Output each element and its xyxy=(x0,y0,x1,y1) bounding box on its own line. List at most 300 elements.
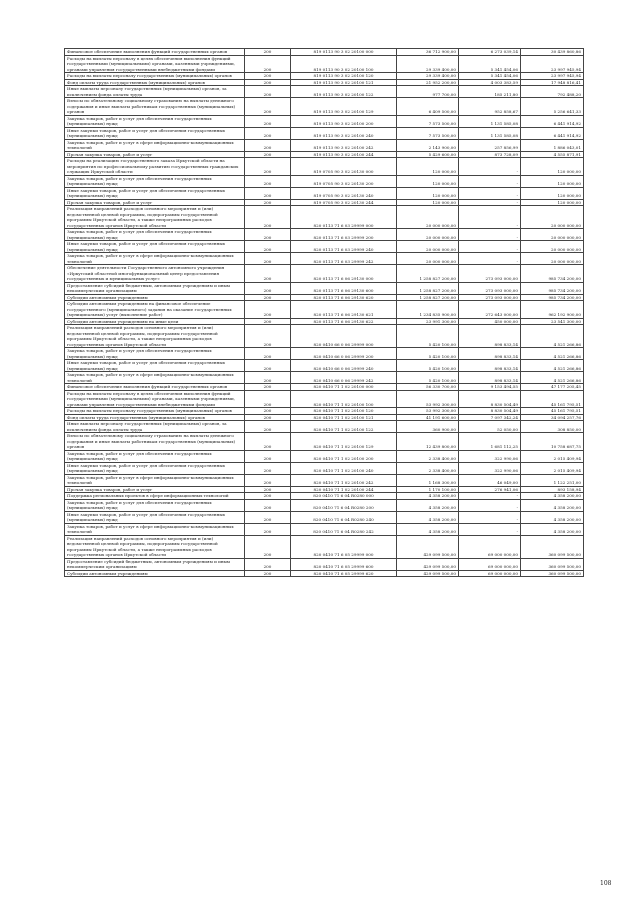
row-code-cell: 820 0113 71 6 03 29999 240 xyxy=(291,241,397,253)
table-row xyxy=(65,49,584,56)
row-code-cell: 820 0410 71 6 04 R0280 242 xyxy=(291,523,397,535)
row-code-cell: 819 0113 90 3 02 20100 121 xyxy=(291,79,397,86)
row-code-cell: 820 0410 71 6 04 R0280 200 xyxy=(291,499,397,511)
row-executed-cell: 8 830 504,49 xyxy=(459,408,521,415)
row-code-cell: 820 0410 71 1 02 20100 100 xyxy=(291,390,397,408)
row-name-cell: Иные закупки товаров, работ и услуг для обеспечения государственных (муниципальных) нужд xyxy=(65,187,245,199)
row-code-cell: 820 0410 71 6 05 29999 600 xyxy=(291,558,397,570)
row-executed-cell: 257 856,99 xyxy=(459,139,521,151)
row-approved-cell: 20 000 000,00 xyxy=(397,253,459,265)
row-code-cell: 820 0113 71 6 03 29999 000 xyxy=(291,206,397,229)
row-remaining-cell: 4 358 200,00 xyxy=(521,499,584,511)
table-row xyxy=(65,523,584,535)
row-name-cell: Иные закупки товаров, работ и услуг для обеспечения государственных (муниципальных) нужд xyxy=(65,360,245,372)
row-executed-cell: 8 830 504,49 xyxy=(459,390,521,408)
row-executed-cell: 9 153 494,55 xyxy=(459,384,521,391)
table-row xyxy=(65,158,584,176)
row-name-cell: Обеспечение деятельности Государственного автономного учреждения «Иркутский областной многофункциональный центр предоставления государственных и муниципальных услуг» xyxy=(65,265,245,283)
row-name-cell: Субсидии автономным учреждениям на финансовое обеспечение государственного (муниципального) задания на оказание государственных (муниципальных) услуг (выполнение работ) xyxy=(65,301,245,319)
row-remaining-cell: 20 000 000,00 xyxy=(521,241,584,253)
row-remaining-cell: 2 015 409,94 xyxy=(521,462,584,474)
row-remaining-cell: 2 015 409,94 xyxy=(521,450,584,462)
table-row xyxy=(65,318,584,325)
row-remaining-cell: 17 948 816,41 xyxy=(521,79,584,86)
row-program-cell: 200 xyxy=(245,360,291,372)
row-executed-cell: - xyxy=(459,199,521,206)
row-approved-cell: 56 330 700,00 xyxy=(397,384,459,391)
row-approved-cell: 429 099 500,00 xyxy=(397,558,459,570)
row-executed-cell: - xyxy=(459,158,521,176)
row-executed-cell: - xyxy=(459,493,521,500)
row-program-cell: 200 xyxy=(245,493,291,500)
row-name-cell: Расходы на выплаты персоналу государственных (муниципальных) органов xyxy=(65,73,245,80)
row-program-cell: 200 xyxy=(245,199,291,206)
row-remaining-cell: 20 000 000,00 xyxy=(521,229,584,241)
row-remaining-cell: 120 000,00 xyxy=(521,175,584,187)
table-row xyxy=(65,450,584,462)
row-executed-cell: 5 341 454,06 xyxy=(459,55,521,73)
table-row xyxy=(65,301,584,319)
row-remaining-cell: 6 441 914,92 xyxy=(521,115,584,127)
row-approved-cell: 53 992 300,00 xyxy=(397,390,459,408)
row-program-cell: 200 xyxy=(245,241,291,253)
table-row xyxy=(65,390,584,408)
row-code-cell: 819 0705 90 3 02 20130 000 xyxy=(291,158,397,176)
row-code-cell: 820 0410 71 6 05 29999 000 xyxy=(291,535,397,558)
row-name-cell: Иные закупки товаров, работ и услуг для обеспечения государственных (муниципальных) нужд xyxy=(65,462,245,474)
row-name-cell: Закупка товаров, работ и услуг в сфере информационно-коммуникационных технологий xyxy=(65,253,245,265)
table-row xyxy=(65,408,584,415)
row-remaining-cell: 985 734 200,00 xyxy=(521,265,584,283)
row-program-cell: 200 xyxy=(245,139,291,151)
row-remaining-cell: 45 161 795,51 xyxy=(521,390,584,408)
row-executed-cell: 4 003 383,59 xyxy=(459,79,521,86)
row-name-cell: Расходы на выплаты персоналу в целях обеспечения выполнения функций государственными (муниципальными) органами, казенными учреждениями, органами управления государственными внебюджетными фондами xyxy=(65,55,245,73)
table-row xyxy=(65,55,584,73)
row-name-cell: Закупка товаров, работ и услуг для обеспечения государственных (муниципальных) нужд xyxy=(65,229,245,241)
row-approved-cell: 41 191 600,00 xyxy=(397,414,459,421)
row-name-cell: Фонд оплаты труда государственных (муниципальных) органов xyxy=(65,414,245,421)
row-name-cell: Иные закупки товаров, работ и услуг для обеспечения государственных (муниципальных) нужд xyxy=(65,127,245,139)
table-row xyxy=(65,253,584,265)
row-remaining-cell: 4 358 200,00 xyxy=(521,523,584,535)
row-name-cell: Закупка товаров, работ и услуг для обеспечения государственных (муниципальных) нужд xyxy=(65,175,245,187)
row-approved-cell: 2 338 400,00 xyxy=(397,462,459,474)
row-approved-cell: 120 000,00 xyxy=(397,158,459,176)
row-name-cell: Закупка товаров, работ и услуг для обеспечения государственных (муниципальных) нужд xyxy=(65,348,245,360)
row-approved-cell: 4 358 200,00 xyxy=(397,499,459,511)
row-remaining-cell: 5 256 641,33 xyxy=(521,98,584,116)
row-approved-cell: 4 358 200,00 xyxy=(397,493,459,500)
row-approved-cell: 4 358 200,00 xyxy=(397,523,459,535)
row-remaining-cell: 792 488,20 xyxy=(521,86,584,98)
row-executed-cell: 898 833,14 xyxy=(459,325,521,348)
row-executed-cell: - xyxy=(459,206,521,229)
table-row xyxy=(65,151,584,158)
row-approved-cell: 12 439 800,00 xyxy=(397,433,459,451)
row-approved-cell: 4 358 200,00 xyxy=(397,511,459,523)
row-executed-cell: 5 341 454,06 xyxy=(459,73,521,80)
row-executed-cell: - xyxy=(459,229,521,241)
row-remaining-cell: 120 000,00 xyxy=(521,199,584,206)
row-remaining-cell: 20 000 000,00 xyxy=(521,253,584,265)
row-remaining-cell: 120 000,00 xyxy=(521,187,584,199)
row-code-cell: 820 0113 71 6 06 29130 620 xyxy=(291,294,397,301)
row-approved-cell: 977 700,00 xyxy=(397,86,459,98)
row-program-cell: 200 xyxy=(245,390,291,408)
row-remaining-cell: 34 094 257,76 xyxy=(521,414,584,421)
table-row xyxy=(65,558,584,570)
table-row xyxy=(65,187,584,199)
row-approved-cell: 6 409 500,00 xyxy=(397,98,459,116)
table-row xyxy=(65,79,584,86)
row-code-cell: 819 0113 90 3 02 20100 200 xyxy=(291,115,397,127)
table-row xyxy=(65,73,584,80)
row-remaining-cell: 308 850,00 xyxy=(521,421,584,433)
row-name-cell: Закупка товаров, работ и услуг в сфере информационно-коммуникационных технологий xyxy=(65,139,245,151)
row-name-cell: Взносы по обязательному социальному страхованию на выплаты денежного содержания и иные выплаты работникам государственных (муниципальных) органов xyxy=(65,98,245,116)
row-approved-cell: 5 420 100,00 xyxy=(397,325,459,348)
row-approved-cell: 1 258 827 200,00 xyxy=(397,282,459,294)
row-executed-cell: 898 833,14 xyxy=(459,360,521,372)
row-name-cell: Иные выплаты персоналу государственных (муниципальных) органов, за исключением фонда оплаты труда xyxy=(65,421,245,433)
row-executed-cell: 7 097 342,24 xyxy=(459,414,521,421)
row-code-cell: 820 0410 71 1 02 20100 121 xyxy=(291,414,397,421)
row-remaining-cell: 6 441 914,92 xyxy=(521,127,584,139)
table-row xyxy=(65,127,584,139)
row-approved-cell: 1 258 827 200,00 xyxy=(397,265,459,283)
table-row xyxy=(65,372,584,384)
row-code-cell: 820 0410 66 0 06 29999 200 xyxy=(291,348,397,360)
row-name-cell: Прочая закупка товаров, работ и услуг xyxy=(65,486,245,493)
row-executed-cell: 273 093 000,00 xyxy=(459,282,521,294)
row-remaining-cell: 20 000 000,00 xyxy=(521,206,584,229)
row-name-cell: Предоставление субсидий бюджетным, автономным учреждениям и иным некоммерческим организациям xyxy=(65,558,245,570)
row-name-cell: Закупка товаров, работ и услуг в сфере информационно-коммуникационных технологий xyxy=(65,474,245,486)
row-program-cell: 200 xyxy=(245,325,291,348)
row-approved-cell: 20 000 000,00 xyxy=(397,229,459,241)
row-name-cell: Субсидии автономным учреждениям на иные цели xyxy=(65,318,245,325)
row-remaining-cell: 360 099 500,00 xyxy=(521,535,584,558)
row-code-cell: 819 0705 90 3 02 20130 200 xyxy=(291,175,397,187)
row-name-cell: Реализация направлений расходов основного мероприятия и (или) ведомственной целевой программы, подпрограммы государственной программы Иркутской области, а также непрограммных расходов государственных органов Иркутской области xyxy=(65,325,245,348)
row-name-cell: Субсидии автономным учреждениям xyxy=(65,570,245,577)
table-row xyxy=(65,229,584,241)
row-approved-cell: 2 338 400,00 xyxy=(397,450,459,462)
row-name-cell: Расходы на реализацию государственного заказа Иркутской области на мероприятия по профессиональному развитию государственных гражданских служащих Иркутской области xyxy=(65,158,245,176)
row-remaining-cell: 45 161 795,51 xyxy=(521,408,584,415)
row-remaining-cell: 4 521 266,86 xyxy=(521,360,584,372)
table-row xyxy=(65,98,584,116)
row-program-cell: 200 xyxy=(245,282,291,294)
row-code-cell: 820 0410 66 0 06 29999 000 xyxy=(291,325,397,348)
row-approved-cell: 120 000,00 xyxy=(397,187,459,199)
table-row xyxy=(65,265,584,283)
row-code-cell: 820 0410 71 1 02 20100 129 xyxy=(291,433,397,451)
row-program-cell: 200 xyxy=(245,86,291,98)
row-program-cell: 200 xyxy=(245,229,291,241)
row-approved-cell: 20 000 000,00 xyxy=(397,241,459,253)
row-program-cell: 200 xyxy=(245,450,291,462)
row-executed-cell: 52 050,00 xyxy=(459,421,521,433)
row-code-cell: 820 0113 71 6 03 29999 200 xyxy=(291,229,397,241)
row-remaining-cell: 30 439 860,86 xyxy=(521,49,584,56)
row-remaining-cell: 1 886 043,01 xyxy=(521,139,584,151)
row-program-cell: 200 xyxy=(245,158,291,176)
table-row xyxy=(65,499,584,511)
row-name-cell: Иные закупки товаров, работ и услуг для обеспечения государственных (муниципальных) нужд xyxy=(65,511,245,523)
row-code-cell: 819 0113 90 3 02 20100 240 xyxy=(291,127,397,139)
row-code-cell: 820 0410 71 1 02 20100 240 xyxy=(291,462,397,474)
row-name-cell: Фонд оплаты труда государственных (муниципальных) органов xyxy=(65,79,245,86)
row-executed-cell: 6 273 039,14 xyxy=(459,49,521,56)
row-executed-cell: 69 000 000,00 xyxy=(459,558,521,570)
row-name-cell: Финансовое обеспечение выполнения функций государственных органов xyxy=(65,384,245,391)
row-approved-cell: 5 429 600,00 xyxy=(397,151,459,158)
table-row xyxy=(65,86,584,98)
row-program-cell: 200 xyxy=(245,558,291,570)
row-remaining-cell: 985 734 200,00 xyxy=(521,294,584,301)
row-name-cell: Иные закупки товаров, работ и услуг для обеспечения государственных (муниципальных) нужд xyxy=(65,241,245,253)
row-code-cell: 820 0113 71 6 06 29130 000 xyxy=(291,265,397,283)
table-row xyxy=(65,462,584,474)
row-remaining-cell: 985 734 200,00 xyxy=(521,282,584,294)
row-name-cell: Взносы по обязательному социальному страхованию на выплаты денежного содержания и иные выплаты работникам государственных (муниципальных) органов xyxy=(65,433,245,451)
row-program-cell: 200 xyxy=(245,187,291,199)
row-code-cell: 820 0410 71 1 02 20100 200 xyxy=(291,450,397,462)
row-name-cell: Закупка товаров, работ и услуг в сфере информационно-коммуникационных технологий xyxy=(65,372,245,384)
row-executed-cell: 873 728,09 xyxy=(459,151,521,158)
row-approved-cell: 120 000,00 xyxy=(397,199,459,206)
row-executed-cell: 185 211,80 xyxy=(459,86,521,98)
row-program-cell: 200 xyxy=(245,206,291,229)
row-remaining-cell: 23 997 945,94 xyxy=(521,55,584,73)
row-executed-cell: - xyxy=(459,253,521,265)
table-row xyxy=(65,115,584,127)
table-row xyxy=(65,511,584,523)
row-program-cell: 200 xyxy=(245,55,291,73)
row-remaining-cell: 4 555 871,91 xyxy=(521,151,584,158)
row-executed-cell: - xyxy=(459,187,521,199)
row-remaining-cell: 23 997 945,94 xyxy=(521,73,584,80)
row-executed-cell: 272 643 000,00 xyxy=(459,301,521,319)
row-approved-cell: 21 952 200,00 xyxy=(397,79,459,86)
row-executed-cell: 322 990,06 xyxy=(459,462,521,474)
row-executed-cell: 898 833,14 xyxy=(459,348,521,360)
table-row xyxy=(65,384,584,391)
table-row xyxy=(65,570,584,577)
row-program-cell: 200 xyxy=(245,294,291,301)
row-remaining-cell: 893 158,94 xyxy=(521,486,584,493)
row-name-cell: Финансовое обеспечение выполнения функций государственных органов xyxy=(65,49,245,56)
row-program-cell: 200 xyxy=(245,253,291,265)
row-name-cell: Иные выплаты персоналу государственных (муниципальных) органов, за исключением фонда оплаты труда xyxy=(65,86,245,98)
table-row xyxy=(65,175,584,187)
row-program-cell: 200 xyxy=(245,474,291,486)
row-approved-cell: 5 420 100,00 xyxy=(397,360,459,372)
row-code-cell: 819 0113 90 3 02 20100 122 xyxy=(291,86,397,98)
row-program-cell: 200 xyxy=(245,523,291,535)
row-name-cell: Реализация направлений расходов основного мероприятия и (или) ведомственной целевой программы, подпрограммы государственной программы Иркутской области, а также непрограммных расходов государственных органов Иркутской области xyxy=(65,206,245,229)
row-name-cell: Закупка товаров, работ и услуг для обеспечения государственных (муниципальных) нужд xyxy=(65,499,245,511)
row-program-cell: 200 xyxy=(245,433,291,451)
row-remaining-cell: 4 521 266,86 xyxy=(521,325,584,348)
row-executed-cell: 273 093 000,00 xyxy=(459,265,521,283)
row-executed-cell: 273 093 000,00 xyxy=(459,294,521,301)
row-code-cell: 819 0113 90 3 02 20100 244 xyxy=(291,151,397,158)
table-row xyxy=(65,294,584,301)
row-remaining-cell: 360 099 500,00 xyxy=(521,570,584,577)
table-row xyxy=(65,486,584,493)
row-code-cell: 820 0410 66 0 06 29999 240 xyxy=(291,360,397,372)
row-code-cell: 820 0113 71 6 06 29130 622 xyxy=(291,318,397,325)
row-name-cell: Реализация направлений расходов основного мероприятия и (или) ведомственной целевой программы, подпрограммы государственной программы Иркутской области, а также непрограммных расходов государственных органов Иркутской области xyxy=(65,535,245,558)
row-approved-cell: 7 573 500,00 xyxy=(397,127,459,139)
row-executed-cell: 322 990,06 xyxy=(459,450,521,462)
row-approved-cell: 29 339 400,00 xyxy=(397,55,459,73)
row-code-cell: 819 0705 90 3 02 20130 240 xyxy=(291,187,397,199)
row-program-cell: 200 xyxy=(245,348,291,360)
row-name-cell: Расходы на выплаты персоналу государственных (муниципальных) органов xyxy=(65,408,245,415)
row-code-cell: 819 0113 90 3 02 20100 242 xyxy=(291,139,397,151)
budget-execution-table xyxy=(64,48,584,577)
row-executed-cell: 46 049,00 xyxy=(459,474,521,486)
row-remaining-cell: 1 122 251,00 xyxy=(521,474,584,486)
page-number: 108 xyxy=(600,880,612,887)
row-code-cell: 820 0410 71 1 02 20100 120 xyxy=(291,408,397,415)
table-row xyxy=(65,474,584,486)
row-program-cell: 200 xyxy=(245,301,291,319)
row-program-cell: 200 xyxy=(245,98,291,116)
row-approved-cell: 23 991 300,00 xyxy=(397,318,459,325)
table-row xyxy=(65,535,584,558)
row-executed-cell: 69 000 000,00 xyxy=(459,570,521,577)
row-name-cell: Закупка товаров, работ и услуг для обеспечения государственных (муниципальных) нужд xyxy=(65,115,245,127)
row-program-cell: 200 xyxy=(245,127,291,139)
row-executed-cell: 276 941,06 xyxy=(459,486,521,493)
row-program-cell: 200 xyxy=(245,49,291,56)
row-code-cell: 820 0410 71 1 02 20100 244 xyxy=(291,486,397,493)
row-name-cell: Закупка товаров, работ и услуг в сфере информационно-коммуникационных технологий xyxy=(65,523,245,535)
row-code-cell: 820 0113 71 6 06 29130 600 xyxy=(291,282,397,294)
row-program-cell: 200 xyxy=(245,499,291,511)
row-executed-cell: 898 833,14 xyxy=(459,372,521,384)
row-approved-cell: 360 900,00 xyxy=(397,421,459,433)
row-executed-cell: 69 000 000,00 xyxy=(459,535,521,558)
row-executed-cell: - xyxy=(459,241,521,253)
row-program-cell: 200 xyxy=(245,79,291,86)
table-row xyxy=(65,282,584,294)
row-program-cell: 200 xyxy=(245,151,291,158)
row-program-cell: 200 xyxy=(245,414,291,421)
row-name-cell: Расходы на выплаты персоналу в целях обеспечения выполнения функций государственными (муниципальными) органами, казенными учреждениями, органами управления государственными внебюджетными фондами xyxy=(65,390,245,408)
row-program-cell: 200 xyxy=(245,265,291,283)
row-code-cell: 820 0410 71 6 05 29999 620 xyxy=(291,570,397,577)
row-program-cell: 200 xyxy=(245,486,291,493)
table-row xyxy=(65,348,584,360)
row-remaining-cell: 4 521 266,86 xyxy=(521,372,584,384)
row-executed-cell: - xyxy=(459,523,521,535)
row-program-cell: 200 xyxy=(245,372,291,384)
row-approved-cell: 120 000,00 xyxy=(397,175,459,187)
row-remaining-cell: 10 758 687,75 xyxy=(521,433,584,451)
table-row xyxy=(65,241,584,253)
row-approved-cell: 1 234 835 900,00 xyxy=(397,301,459,319)
row-remaining-cell: 120 000,00 xyxy=(521,158,584,176)
row-code-cell: 820 0410 71 6 04 R0280 240 xyxy=(291,511,397,523)
row-approved-cell: 7 573 500,00 xyxy=(397,115,459,127)
row-name-cell: Поддержка региональных проектов в сфере информационных технологий xyxy=(65,493,245,500)
row-remaining-cell: 360 099 500,00 xyxy=(521,558,584,570)
row-approved-cell: 5 420 100,00 xyxy=(397,348,459,360)
budget-table-sheet xyxy=(64,48,583,577)
table-row xyxy=(65,360,584,372)
row-code-cell: 820 0410 71 1 02 20100 242 xyxy=(291,474,397,486)
row-executed-cell: - xyxy=(459,499,521,511)
row-code-cell: 819 0113 90 3 02 20100 120 xyxy=(291,73,397,80)
row-code-cell: 819 0705 90 3 02 20130 244 xyxy=(291,199,397,206)
row-name-cell: Закупка товаров, работ и услуг для обеспечения государственных (муниципальных) нужд xyxy=(65,450,245,462)
row-code-cell: 820 0113 71 6 03 29999 242 xyxy=(291,253,397,265)
row-approved-cell: 1 258 827 200,00 xyxy=(397,294,459,301)
row-approved-cell: 1 170 100,00 xyxy=(397,486,459,493)
row-code-cell: 820 0410 66 0 06 29999 242 xyxy=(291,372,397,384)
row-approved-cell: 29 339 400,00 xyxy=(397,73,459,80)
row-remaining-cell: 962 192 900,00 xyxy=(521,301,584,319)
row-executed-cell: - xyxy=(459,511,521,523)
row-executed-cell: 1 681 112,25 xyxy=(459,433,521,451)
table-row xyxy=(65,433,584,451)
row-code-cell: 819 0113 90 3 02 20100 129 xyxy=(291,98,397,116)
row-program-cell: 200 xyxy=(245,462,291,474)
row-executed-cell: 1 131 585,08 xyxy=(459,127,521,139)
row-executed-cell: 952 858,67 xyxy=(459,98,521,116)
row-remaining-cell: 4 521 266,86 xyxy=(521,348,584,360)
table-row xyxy=(65,414,584,421)
row-remaining-cell: 4 358 200,00 xyxy=(521,511,584,523)
row-name-cell: Прочая закупка товаров, работ и услуг xyxy=(65,199,245,206)
row-approved-cell: 53 992 300,00 xyxy=(397,408,459,415)
row-approved-cell: 20 000 000,00 xyxy=(397,206,459,229)
row-program-cell: 200 xyxy=(245,115,291,127)
row-code-cell: 819 0113 90 3 02 20100 000 xyxy=(291,49,397,56)
row-executed-cell: 450 000,00 xyxy=(459,318,521,325)
row-code-cell: 820 0410 71 1 02 20100 122 xyxy=(291,421,397,433)
row-executed-cell: 1 131 585,08 xyxy=(459,115,521,127)
row-code-cell: 820 0113 71 6 06 29130 621 xyxy=(291,301,397,319)
row-approved-cell: 429 099 500,00 xyxy=(397,535,459,558)
row-program-cell: 200 xyxy=(245,408,291,415)
row-name-cell: Прочая закупка товаров, работ и услуг xyxy=(65,151,245,158)
row-program-cell: 200 xyxy=(245,384,291,391)
row-code-cell: 820 0410 71 1 02 20100 000 xyxy=(291,384,397,391)
row-executed-cell: - xyxy=(459,175,521,187)
row-approved-cell: 1 168 300,00 xyxy=(397,474,459,486)
table-row xyxy=(65,206,584,229)
row-remaining-cell: 23 541 300,00 xyxy=(521,318,584,325)
row-approved-cell: 2 143 900,00 xyxy=(397,139,459,151)
row-program-cell: 200 xyxy=(245,535,291,558)
row-program-cell: 200 xyxy=(245,175,291,187)
row-approved-cell: 429 099 500,00 xyxy=(397,570,459,577)
table-row xyxy=(65,421,584,433)
row-program-cell: 200 xyxy=(245,73,291,80)
row-approved-cell: 5 420 100,00 xyxy=(397,372,459,384)
row-name-cell: Субсидии автономным учреждениям xyxy=(65,294,245,301)
row-remaining-cell: 47 177 205,45 xyxy=(521,384,584,391)
row-code-cell: 820 0410 71 6 04 R0280 000 xyxy=(291,493,397,500)
row-code-cell: 819 0113 90 3 02 20100 100 xyxy=(291,55,397,73)
